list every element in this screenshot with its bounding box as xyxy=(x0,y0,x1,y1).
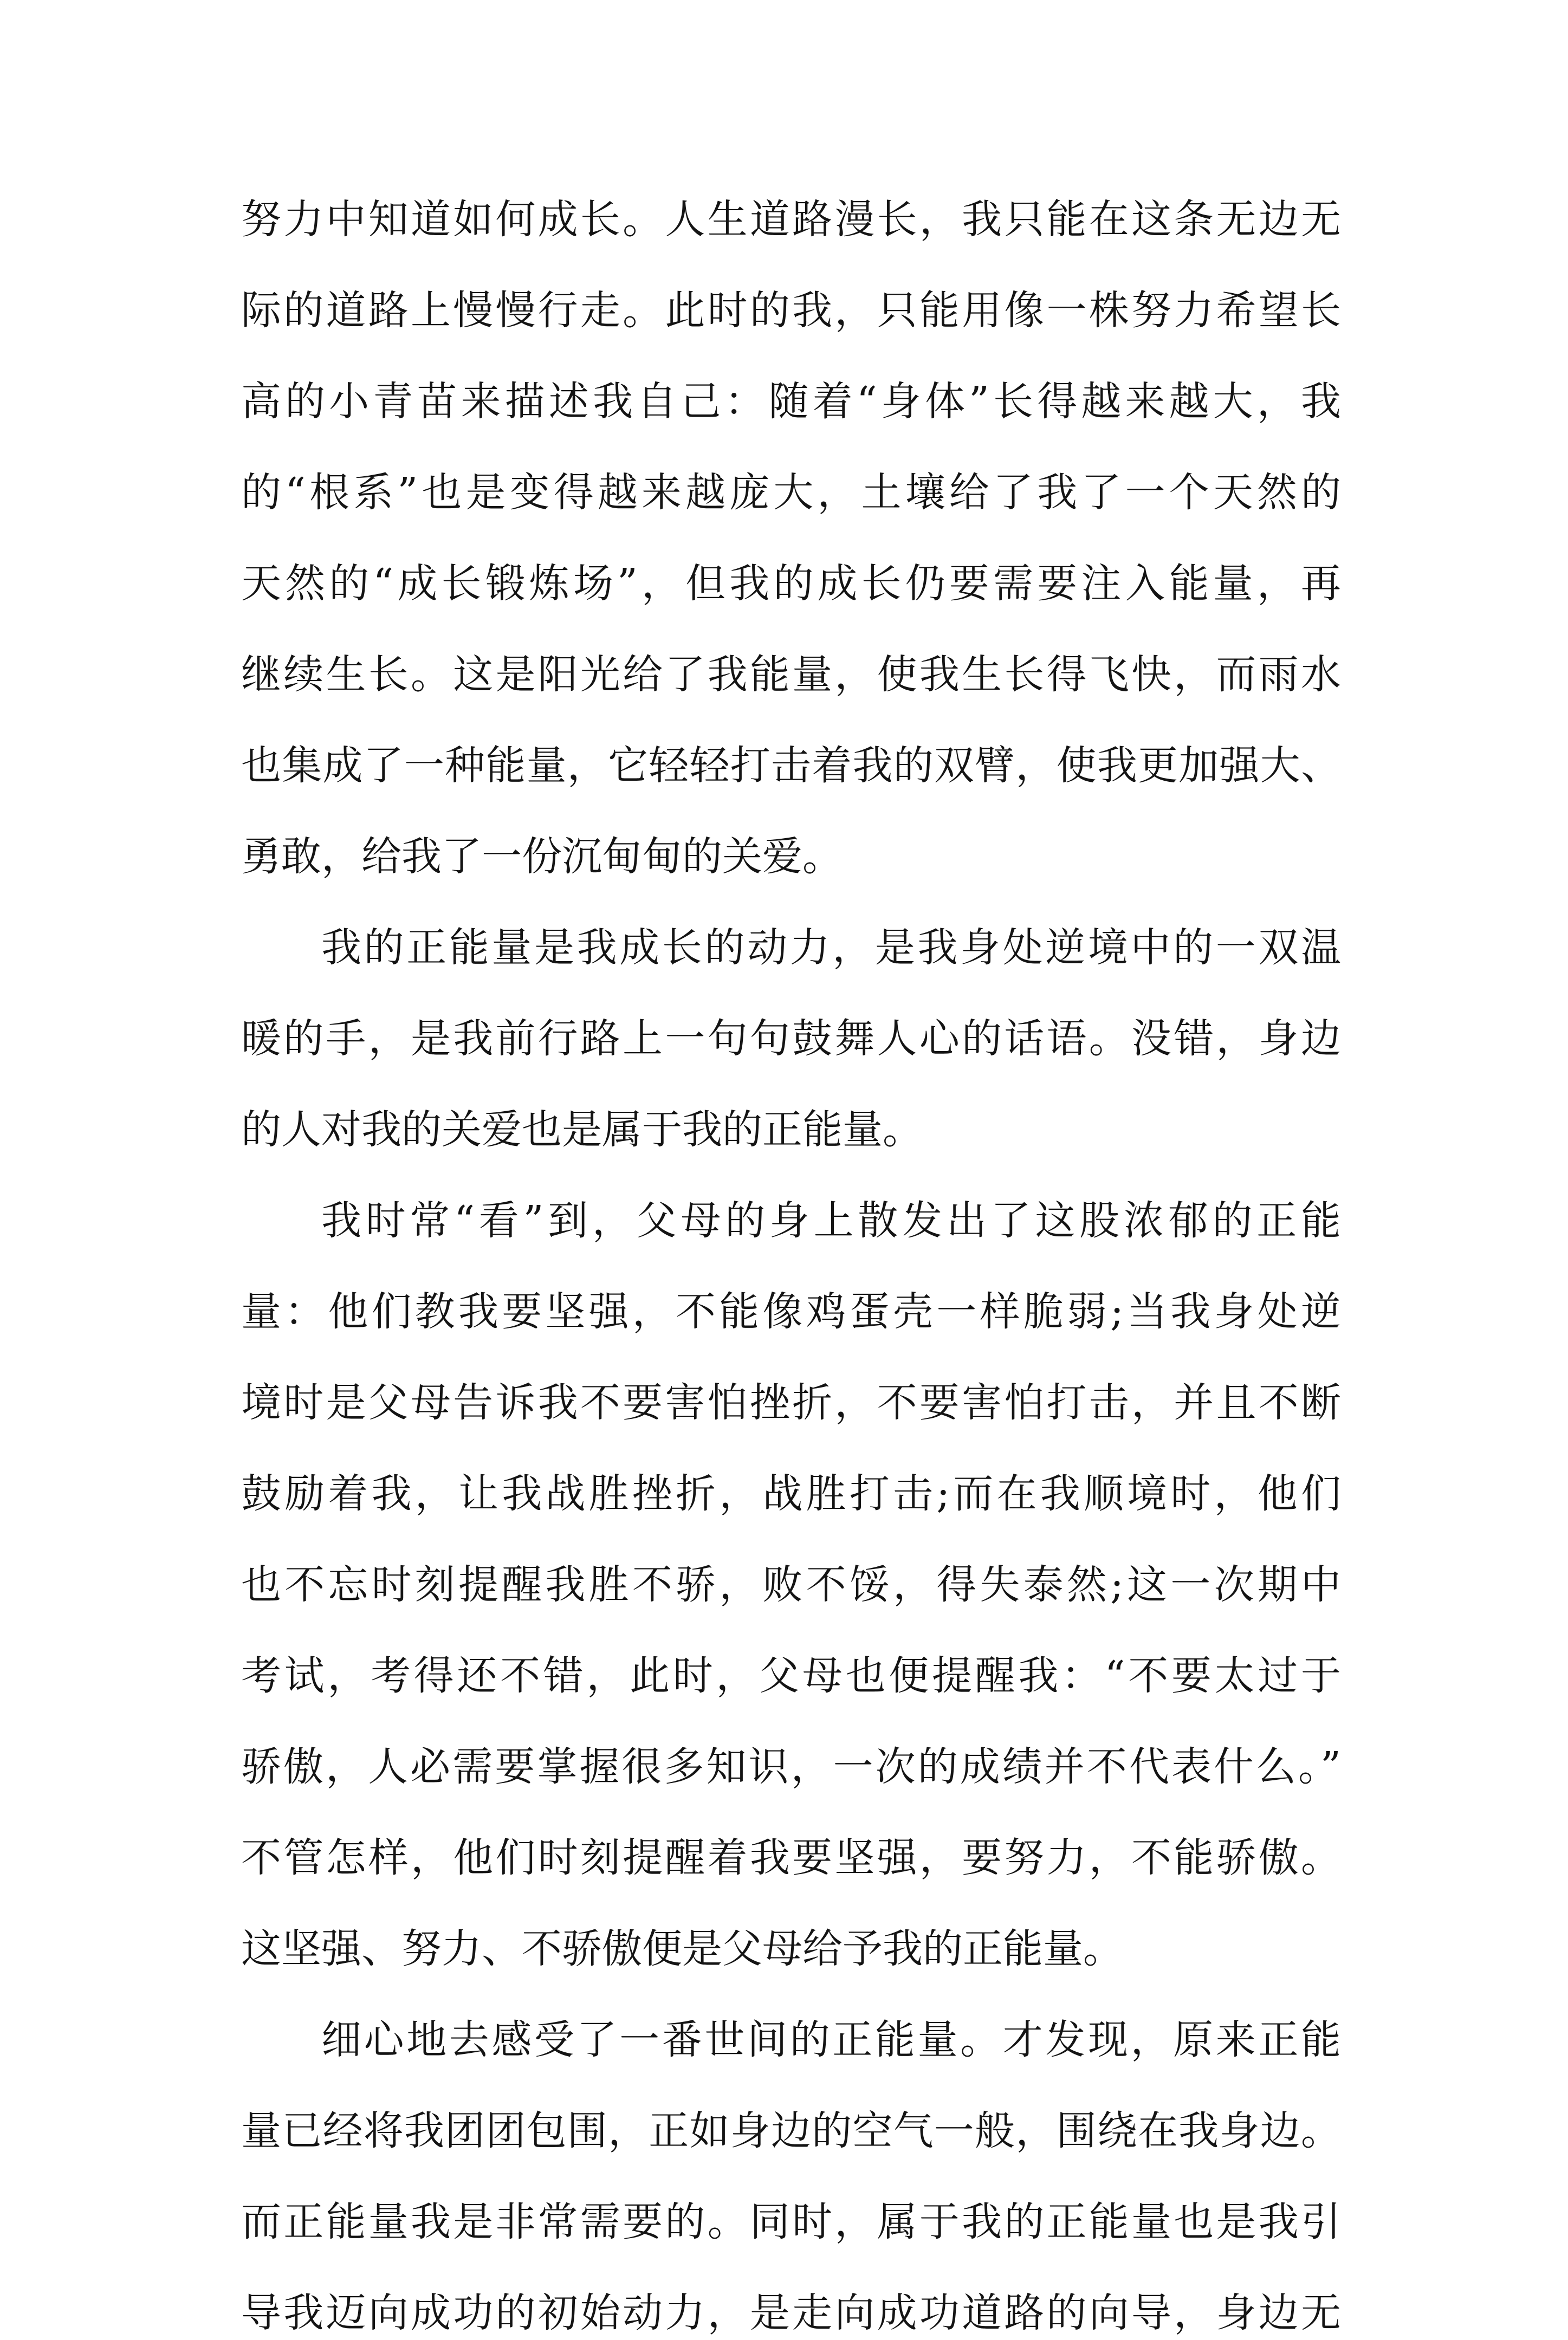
paragraph-3-line-2: 量：他们教我要坚强，不能像鸡蛋壳一样脆弱;当我身处逆 xyxy=(241,1288,1341,1335)
paragraph-2-line-2: 暖的手，是我前行路上一句句鼓舞人心的话语。没错，身边 xyxy=(241,1015,1341,1062)
paragraph-3-line-7: 骄傲，人必需要掌握很多知识，一次的成绩并不代表什么。” xyxy=(241,1743,1341,1790)
paragraph-1-line-7: 也集成了一种能量，它轻轻打击着我的双臂，使我更加强大、 xyxy=(241,742,1341,789)
paragraph-3-line-4: 鼓励着我，让我战胜挫折，战胜打击;而在我顺境时，他们 xyxy=(241,1470,1341,1517)
paragraph-2-line-3: 的人对我的关爱也是属于我的正能量。 xyxy=(241,1106,923,1153)
paragraph-3-line-9: 这坚强、努力、不骄傲便是父母给予我的正能量。 xyxy=(241,1926,1123,1972)
paragraph-4-line-2: 量已经将我团团包围，正如身边的空气一般，围绕在我身边。 xyxy=(241,2108,1341,2154)
paragraph-1-line-2: 际的道路上慢慢行走。此时的我，只能用像一株努力希望长 xyxy=(241,287,1341,334)
paragraph-3-line-6: 考试，考得还不错，此时，父母也便提醒我：“不要太过于 xyxy=(241,1652,1341,1699)
paragraph-1-line-8: 勇敢，给我了一份沉甸甸的关爱。 xyxy=(241,833,843,880)
paragraph-4-line-3: 而正能量我是非常需要的。同时，属于我的正能量也是我引 xyxy=(241,2199,1341,2245)
paragraph-4-line-1: 细心地去感受了一番世间的正能量。才发现，原来正能 xyxy=(321,2017,1341,2063)
paragraph-1-line-6: 继续生长。这是阳光给了我能量，使我生长得飞快，而雨水 xyxy=(241,651,1341,698)
paragraph-1-line-5: 天然的“成长锻炼场”，但我的成长仍要需要注入能量，再 xyxy=(241,560,1341,607)
paragraph-3-line-8: 不管怎样，他们时刻提醒着我要坚强，要努力，不能骄傲。 xyxy=(241,1835,1341,1881)
paragraph-1-line-1: 努力中知道如何成长。人生道路漫长，我只能在这条无边无 xyxy=(241,196,1341,243)
paragraph-3-line-5: 也不忘时刻提醒我胜不骄，败不馁，得失泰然;这一次期中 xyxy=(241,1561,1341,1608)
paragraph-1-line-4: 的“根系”也是变得越来越庞大，土壤给了我了一个天然的 xyxy=(241,469,1341,516)
paragraph-3-line-3: 境时是父母告诉我不要害怕挫折，不要害怕打击，并且不断 xyxy=(241,1379,1341,1426)
paragraph-1-line-3: 高的小青苗来描述我自己：随着“身体”长得越来越大，我 xyxy=(241,378,1341,425)
paragraph-2-line-1: 我的正能量是我成长的动力，是我身处逆境中的一双温 xyxy=(321,924,1341,971)
paragraph-4-line-4: 导我迈向成功的初始动力，是走向成功道路的向导，身边无 xyxy=(241,2290,1341,2336)
paragraph-3-line-1: 我时常“看”到，父母的身上散发出了这股浓郁的正能 xyxy=(321,1197,1341,1244)
